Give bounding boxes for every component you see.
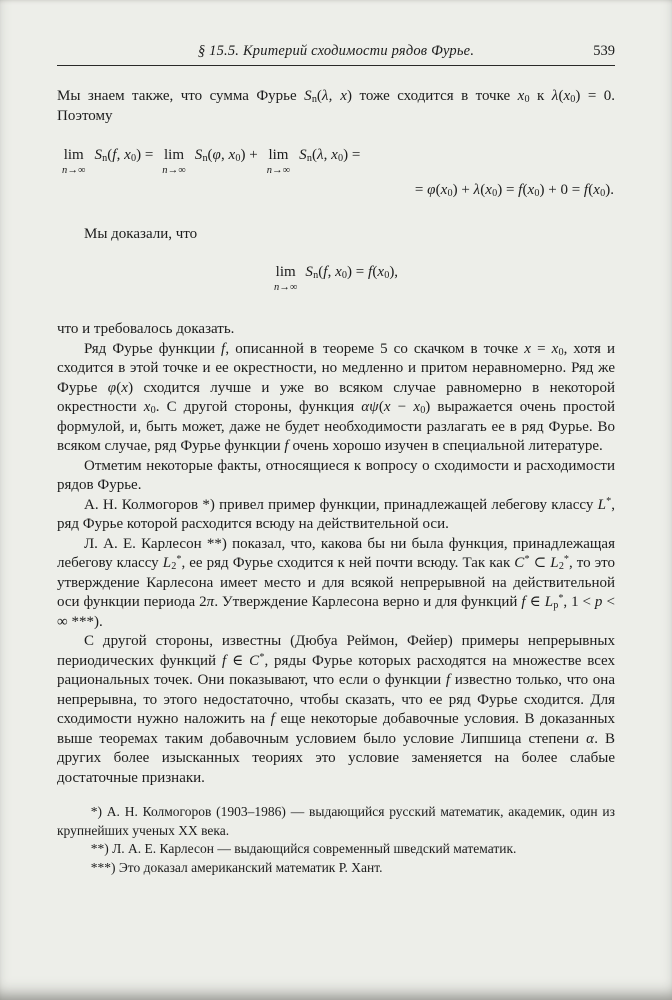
limit-word: lim: [268, 147, 289, 163]
limit-subscript: n→∞: [62, 165, 86, 176]
paragraph-kolmogorov: А. Н. Колмогоров *) привел пример функции, принадлежащей лебегову классу L*, ряд Фурье которой расходится всюду на действительной оси.: [57, 495, 615, 532]
running-head: [57, 42, 615, 61]
page-number: 539: [593, 43, 615, 59]
limit-operator: [274, 265, 297, 293]
footnote-carleson: **) Л. А. Е. Карлесон — выдающийся современный шведский математик.: [90, 841, 517, 856]
header-rule: [57, 65, 615, 66]
limit-operator: [162, 148, 185, 176]
limit-subscript: n→∞: [266, 165, 291, 176]
footnotes-section: [57, 803, 615, 877]
paragraph-facts: Отметим некоторые факты, относящиеся к вопросу о сходимости и расходимости рядов Фурье.: [57, 457, 615, 493]
formula-term: $S_n(f$, $x_0$) =: [94, 147, 154, 165]
paragraph-carleson: Л. А. Е. Карлесон **) показал, что, какова бы ни была функция, принадлежащая лебегову классу $L_2^*$, ее ряд Фурье сходится к ней почти всюду. Так как C* ⊂ $L_2^*$, то это утверждение Карлесона имеет место и для всякой непрерывной на действительной оси функции периода 2π. Утверждение Карлесона верно и для функций f ∈ $L_p^*$, 1 < p < ∞ ***).: [57, 535, 616, 630]
formula-term: $S_n(f$, $x_0) = f(x_0)$,: [305, 264, 399, 282]
limit-operator: [62, 148, 85, 176]
paragraph-intro: Мы знаем также, что сумма Фурье $S_n(\lambda$, x) тоже сходится в точке $x_0$ к $\lambda(x_0) = 0$. Поэтому: [57, 88, 615, 124]
limit-word: lim: [275, 264, 296, 280]
paragraph-qed: что и требовалось доказать.: [57, 321, 235, 337]
limit-subscript: n→∞: [162, 165, 186, 176]
page-body: [57, 87, 615, 788]
formula-term: $S_n(\lambda$, $x_0$) =: [299, 147, 361, 165]
paragraph-we-proved: Мы доказали, что: [84, 225, 198, 242]
formula-term: $S_n(\varphi$, $x_0$) +: [194, 147, 258, 165]
limit-operator: [267, 148, 290, 176]
footnote-hunt: ***) Это доказал американский математик Р. Хант.: [90, 859, 383, 875]
paragraph-fourier-series: Ряд Фурье функции f, описанной в теореме 5 со скачком в точке $x = x_0$, хотя и сходится в этой точке и ее окрестности, но медленно и притом неравномерно. Ряд же Фурье φ(x) сходится лучше и уже во всяком случае равномерно в некоторой окрестности $x_0$. С другой стороны, функция $\alpha\psi(x - x_0)$ выражается очень простой формулой, и, быть может, даже не будет необходимости разлагать ее в ряд Фурье. Во всяком случае, ряд Фурье функции f очень хорошо изучен в специальной литературе.: [57, 340, 616, 454]
limit-subscript: n→∞: [273, 282, 298, 293]
limit-word: lim: [164, 147, 185, 163]
display-formula-result: [57, 263, 615, 293]
limit-word: lim: [63, 147, 84, 163]
formula-line-2: = $\varphi(x_0) + \lambda(x_0) = f(x_0) + 0 = f(x_0)$.: [414, 182, 614, 200]
section-title: § 15.5. Критерий сходимости рядов Фурье.: [197, 43, 475, 59]
paragraph-dubois: С другой стороны, известны (Дюбуа Реймон, Фейер) примеры непрерывных периодических функций f ∈ C*, ряды Фурье которых расходятся на множестве всех рациональных точек. Они показывают, что если о функции f известно только, что она непрерывна, то этого недостаточно, чтобы сказать, что ее ряд Фурье сходится. Для сходимости нужно наложить на f еще некоторые добавочные условия. В доказанных выше теоремах таким добавочным условием было условие Липшица степени α. В других более изысканных теориях это условие заменяется на более слабые достаточные признаки.: [57, 633, 616, 786]
footnote-kolmogorov: *) А. Н. Колмогоров (1903–1986) — выдающийся русский математик, академик, один из крупнейших ученых XX века.: [57, 804, 615, 838]
formula-line-1: [57, 146, 615, 176]
display-formula-limits: [57, 146, 615, 201]
page-header: [57, 42, 615, 66]
